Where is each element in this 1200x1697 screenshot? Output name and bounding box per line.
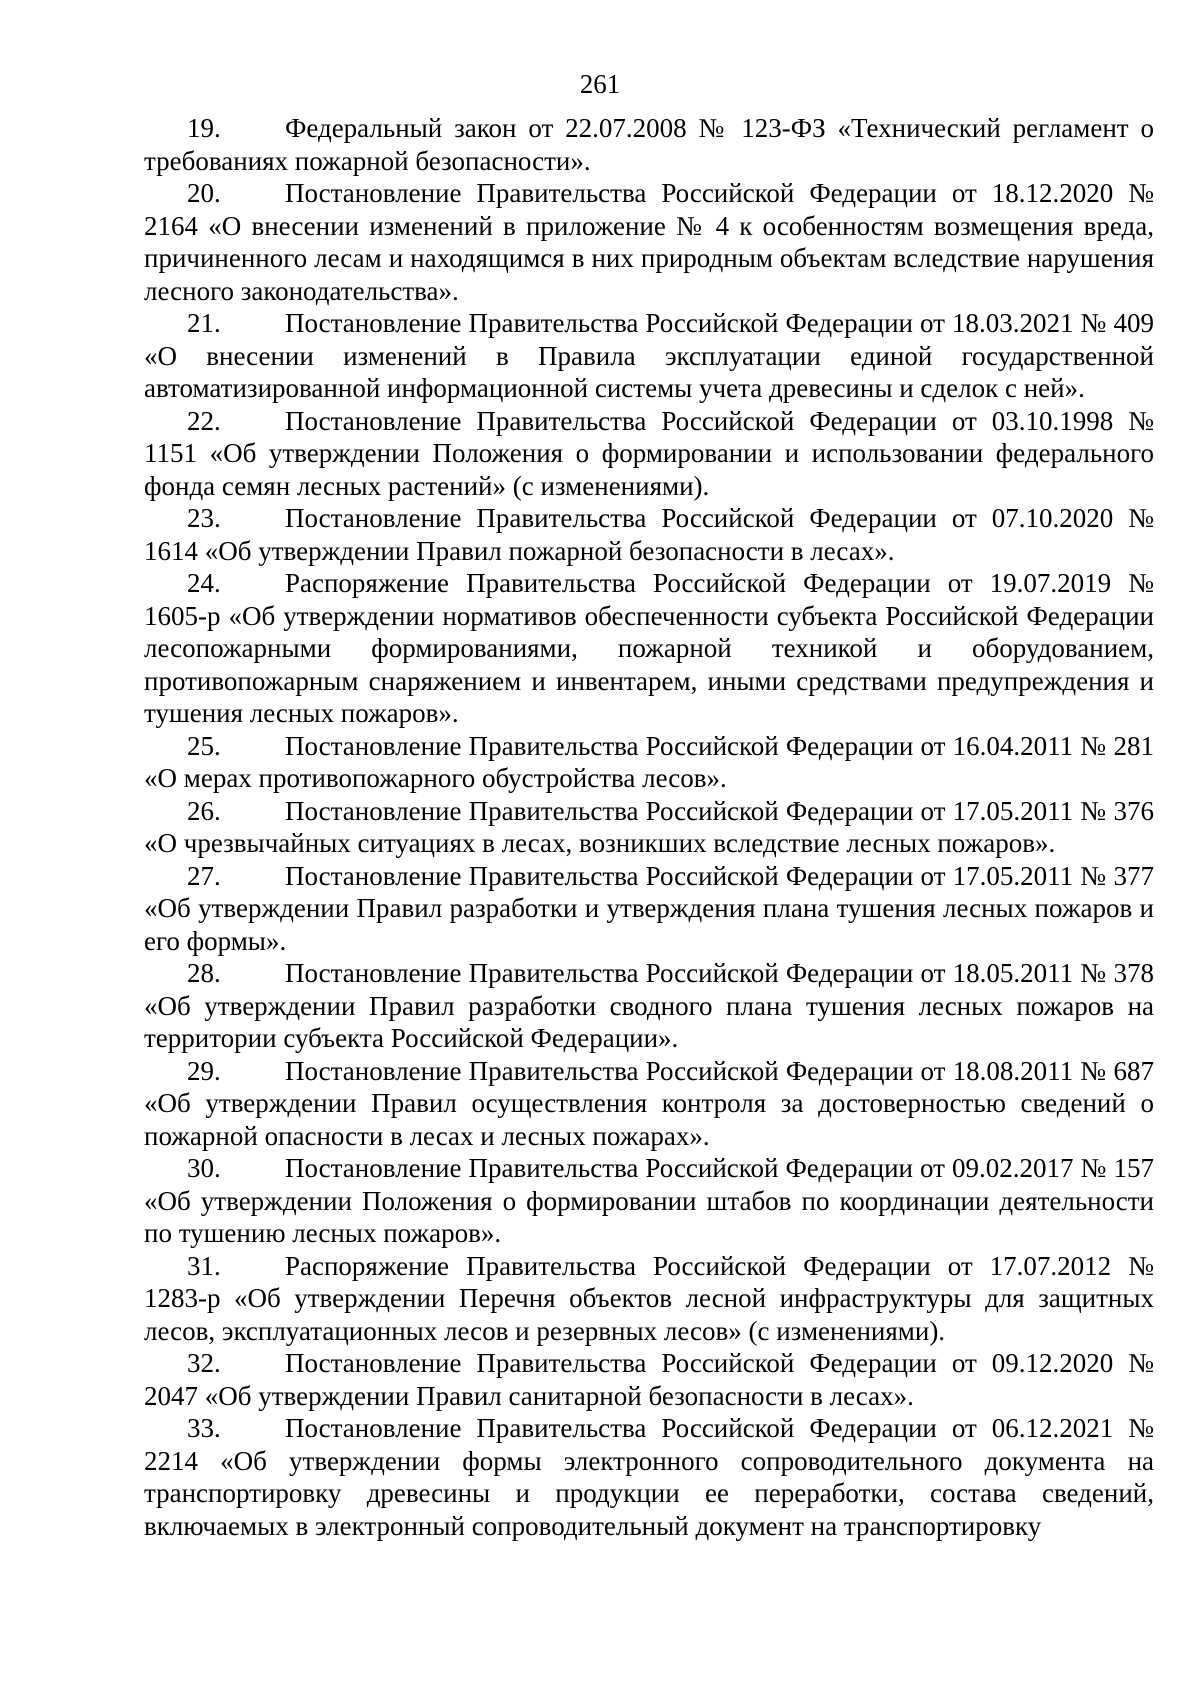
item-number: 31.: [187, 1250, 221, 1281]
item-text: Постановление Правительства Российской Федерации от 18.12.2020 № 2164 «О внесении изменений в приложение № 4 к особенностям возмещения вреда, причиненного лесам и находящимся в них природным объектам вследствие нарушения лесного законодательства».: [144, 178, 1154, 306]
item-text: Постановление Правительства Российской Федерации от 07.10.2020 № 1614 «Об утверждении Правил пожарной безопасности в лесах».: [144, 503, 1154, 566]
item-text: Постановление Правительства Российской Федерации от 18.08.2011 № 687 «Об утверждении Правил осуществления контроля за достоверностью сведений о пожарной опасности в лесах и лесных пожарах».: [144, 1055, 1154, 1151]
list-item: [144, 1347, 1154, 1412]
list-item: [144, 1412, 1154, 1542]
item-text: Постановление Правительства Российской Федерации от 18.05.2011 № 378 «Об утверждении Правил разработки сводного плана тушения лесных пожаров на территории субъекта Российской Федерации».: [144, 958, 1154, 1053]
item-text: Постановление Правительства Российской Федерации от 17.05.2011 № 376 «О чрезвычайных ситуациях в лесах, возникших вследствие лесных пожаров».: [144, 795, 1154, 858]
list-item: [144, 405, 1154, 503]
item-number: 20.: [187, 178, 221, 208]
item-number: 32.: [187, 1348, 221, 1378]
list-item: [144, 567, 1154, 730]
item-text: Распоряжение Правительства Российской Федерации от 19.07.2019 № 1605-р «Об утверждении нормативов обеспеченности субъекта Российской Федерации лесопожарными формированиями, пожарной техникой и оборудованием, противопожарным снаряжением и инвентарем, иными средствами предупреждения и тушения лесных пожаров».: [144, 568, 1154, 728]
list-item: [144, 307, 1154, 405]
item-text: Федеральный закон от 22.07.2008 № 123-ФЗ «Технический регламент о требованиях пожарной безопасности».: [144, 113, 1154, 176]
item-text: Постановление Правительства Российской Федерации от 09.12.2020 № 2047 «Об утверждении Правил санитарной безопасности в лесах».: [144, 1348, 1154, 1411]
list-item: [144, 1055, 1154, 1153]
item-number: 28.: [187, 958, 221, 988]
item-text: Постановление Правительства Российской Федерации от 17.05.2011 № 377 «Об утверждении Правил разработки и утверждения плана тушения лесных пожаров и его формы».: [144, 860, 1154, 956]
item-number: 24.: [187, 568, 221, 598]
item-text: Постановление Правительства Российской Федерации от 06.12.2021 № 2214 «Об утверждении формы электронного сопроводительного документа на транспортировку древесины и продукции ее переработки, состава сведений, включаемых в электронный сопроводительный документ на транспортировку: [144, 1413, 1154, 1541]
page-number: 261: [579, 69, 621, 99]
list-item: [144, 795, 1154, 860]
item-number: 29.: [187, 1055, 221, 1086]
item-number: 19.: [187, 113, 221, 143]
item-number: 27.: [187, 860, 221, 891]
list-item: [144, 177, 1154, 307]
item-number: 25.: [187, 730, 221, 761]
item-number: 33.: [187, 1413, 221, 1443]
item-text: Постановление Правительства Российской Федерации от 09.02.2017 № 157 «Об утверждении Положения о формировании штабов по координации деятельности по тушению лесных пожаров».: [144, 1153, 1154, 1248]
list-item: [144, 112, 1154, 177]
item-text: Постановление Правительства Российской Федерации от 03.10.1998 № 1151 «Об утверждении Положения о формировании и использовании федерального фонда семян лесных растений» (с изменениями).: [144, 405, 1154, 501]
list-item: [144, 957, 1154, 1055]
item-text: Распоряжение Правительства Российской Федерации от 17.07.2012 № 1283-р «Об утверждении Перечня объектов лесной инфраструктуры для защитных лесов, эксплуатационных лесов и резервных лесов» (с изменениями).: [144, 1250, 1154, 1346]
reference-list: [144, 112, 1154, 1542]
list-item: [144, 502, 1154, 567]
item-number: 30.: [187, 1153, 221, 1183]
item-number: 23.: [187, 503, 221, 533]
item-number: 22.: [187, 405, 221, 436]
item-number: 21.: [187, 308, 221, 338]
list-item: [144, 730, 1154, 795]
list-item: [144, 1152, 1154, 1250]
list-item: [144, 1250, 1154, 1348]
item-number: 26.: [187, 795, 221, 826]
item-text: Постановление Правительства Российской Федерации от 16.04.2011 № 281 «О мерах противопожарного обустройства лесов».: [144, 730, 1154, 793]
item-text: Постановление Правительства Российской Федерации от 18.03.2021 № 409 «О внесении изменений в Правила эксплуатации единой государственной автоматизированной информационной системы учета древесины и сделок с ней».: [144, 308, 1154, 403]
list-item: [144, 860, 1154, 958]
